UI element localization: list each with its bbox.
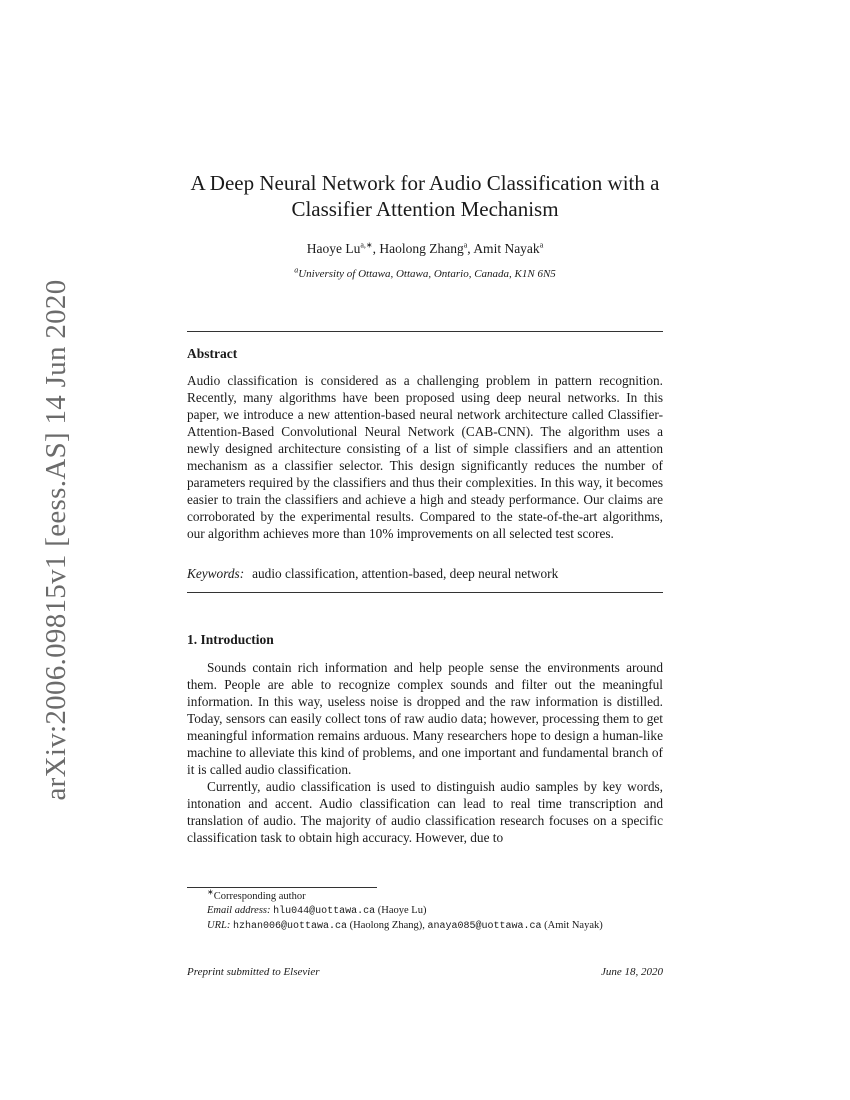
footnotes [187, 887, 663, 934]
introduction-body [187, 659, 663, 846]
abstract-text: Audio classification is considered as a challenging problem in pattern recognition. Recently, many algorithms have been proposed using deep neural networks. In this paper, we introduce a new attention-based neural network architecture called Classifier-Attention-Based Convolutional Neural Network (CAB-CNN). The algorithm uses a newly designed architecture consisting of a list of simple classifiers and an attention mechanism as a classifier selector. This design significantly reduces the number of parameters required by the classifiers and thus their complexities. In this way, it becomes easier to train the classifiers and achieve a high and steady performance. Our claims are corroborated by the experimental results. Compared to the state-of-the-art algorithms, our algorithm achieves more than 10% improvements on all selected test scores. [187, 373, 663, 541]
abstract-bottom-rule [187, 592, 663, 593]
affiliation-text: University of Ottawa, Ottawa, Ontario, Canada, K1N 6N5 [298, 268, 556, 280]
keywords-text: audio classification, attention-based, deep neural network [252, 566, 559, 581]
url-link-2[interactable]: anaya085@uottawa.ca [427, 921, 542, 932]
keywords-label: Keywords: [187, 566, 245, 581]
author-name: Haoye Lu [306, 241, 361, 256]
footnote-email: Email address: hlu044@uottawa.ca (Haoye Lu) [207, 905, 427, 917]
footnote-sup: ∗ [207, 887, 214, 897]
intro-paragraph: Currently, audio classification is used to distinguish audio samples by key words, intonation and accent. Audio classification can lead to real time transcription and translation of audio. The majority of audio classification research focuses on a specific classification task to obtain high accuracy. However, due to [187, 779, 663, 845]
intro-paragraph: Sounds contain rich information and help people sense the environments around them. People are able to recognize complex sounds and filter out the meaningful information. In this way, useless noise is dropped and the raw information is distilled. Today, sensors can easily collect tons of raw audio data; however, processing them to get meaningful information remains arduous. Many researchers hope to design a human-like machine to alleviate this kind of problems, and one important and fundamental branch of it is called audio classification. [187, 660, 663, 777]
author-name: Amit Nayak [473, 241, 540, 256]
page-footer [187, 966, 663, 978]
author-list: Haoye $Lu^{a,∗}$, Haolong Zhang$^a$, Amit Nayak$^a$ [306, 240, 544, 256]
author-name: Haolong Zhang [379, 241, 464, 256]
keywords [187, 566, 663, 582]
footnote-rule [187, 887, 377, 888]
author-sup: a,∗ [360, 240, 373, 250]
section-heading: 1. Introduction [187, 632, 274, 647]
author-sup: a [463, 240, 468, 250]
email-link[interactable]: hlu044@uottawa.ca [273, 906, 376, 917]
title-line-1: A Deep Neural Network for Audio Classification with a [190, 171, 660, 195]
affiliation [187, 265, 663, 280]
footer-right: June 18, 2020 [600, 966, 663, 978]
author-sup: a [539, 240, 544, 250]
paper-title [187, 170, 663, 222]
arxiv-identifier: arXiv:2006.09815v1 [eess.AS] 14 Jun 2020 [40, 279, 72, 801]
abstract-heading: Abstract [187, 346, 238, 361]
abstract-top-rule [187, 331, 663, 332]
footer-left: Preprint submitted to Elsevier [187, 966, 320, 978]
title-line-2: Classifier Attention Mechanism [291, 197, 559, 221]
footnote-corresponding: ∗Corresponding author [207, 887, 306, 902]
url-link-1[interactable]: hzhan006@uottawa.ca [232, 921, 347, 932]
footnote-url: URL: hzhan006@uottawa.ca (Haolong Zhang), anaya085@uottawa.ca (Amit Nayak) [207, 920, 603, 932]
affiliation-sup: a [294, 265, 299, 275]
